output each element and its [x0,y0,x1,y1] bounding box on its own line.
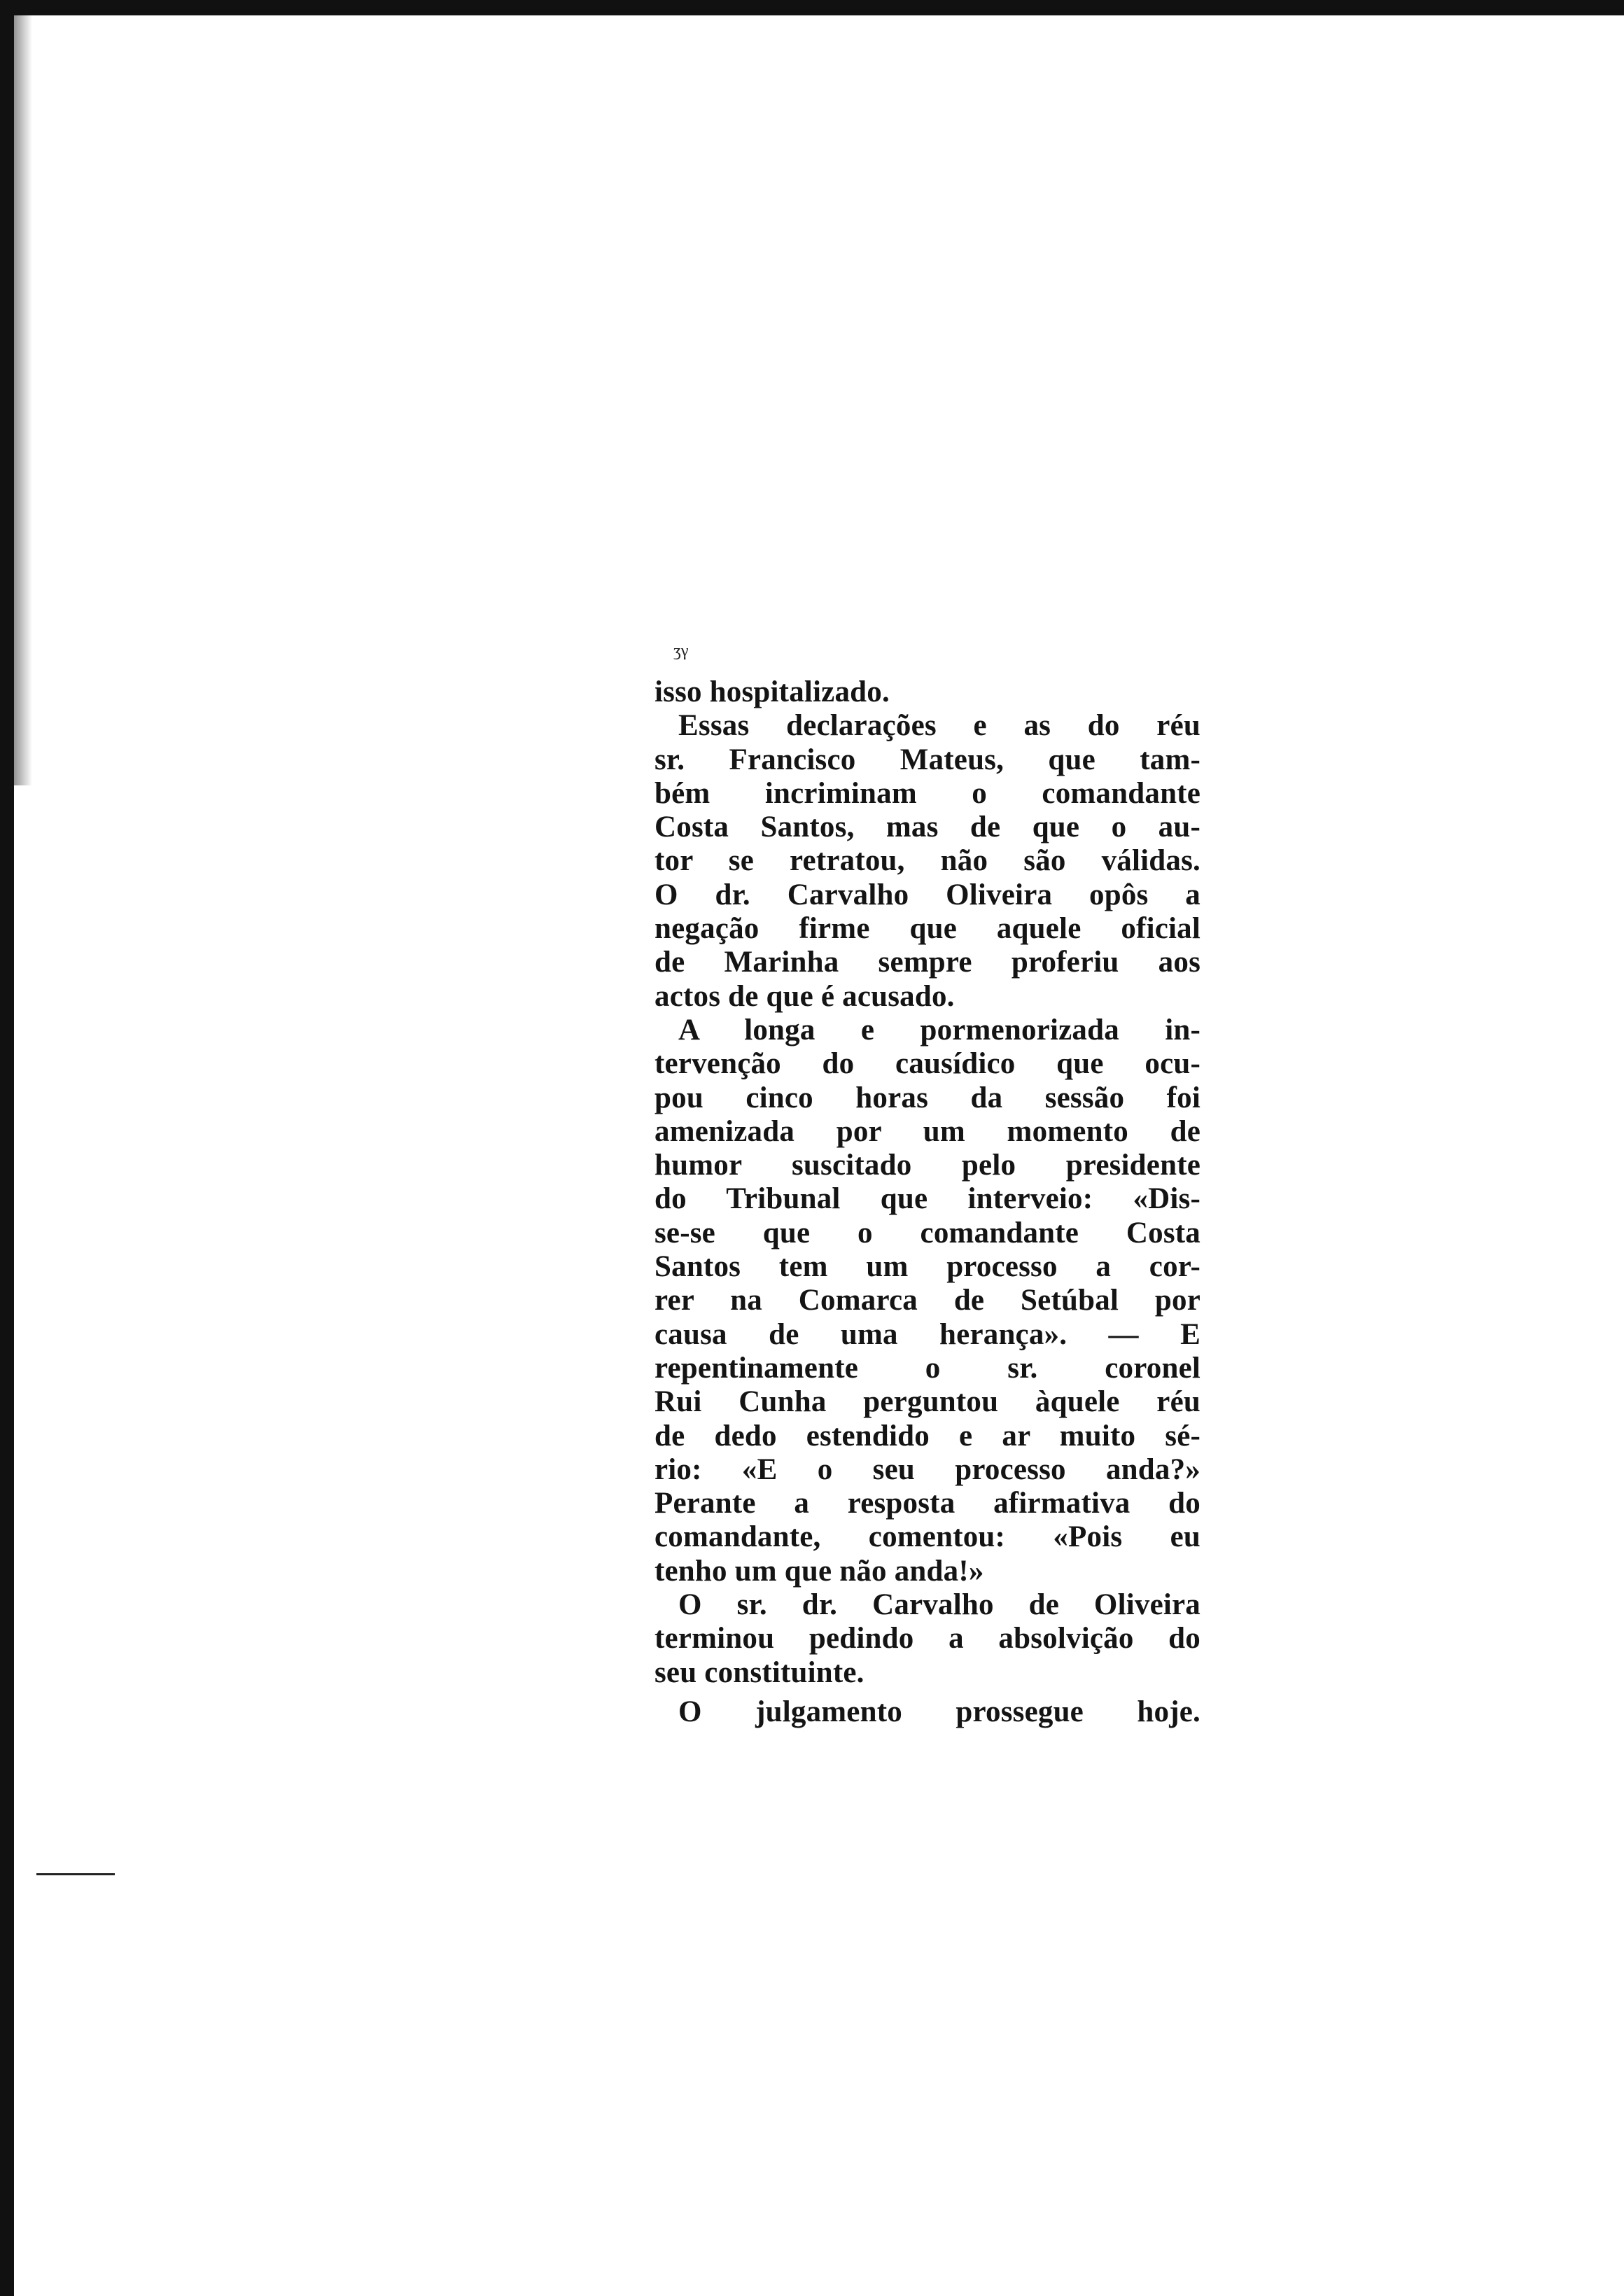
text-line: de Marinha sempre proferiu aos [654,946,1200,979]
text-line: Santos tem um processo a cor- [654,1250,1200,1284]
text-line: causa de uma herança». — E [654,1317,1200,1351]
text-line: sr. Francisco Mateus, que tam- [654,743,1200,776]
text-line: seu constituinte. [654,1656,864,1689]
text-line: O sr. dr. Carvalho de Oliveira [678,1588,1200,1622]
text-line: isso hospitalizado. [654,676,890,708]
scan-margin-dash [36,1873,115,1875]
text-line: comandante, comentou: «Pois eu [654,1520,1200,1554]
text-line: bém incriminam o comandante [654,776,1200,810]
text-line: Rui Cunha perguntou àquele réu [654,1385,1200,1419]
text-line: pou cinco horas da sessão foi [654,1081,1200,1114]
text-line: O julgamento prossegue hoje. [678,1695,1200,1728]
corner-mark: ᶾᵞ [673,638,689,670]
newspaper-clipping [654,676,1200,1729]
text-line: Costa Santos, mas de que o au- [654,811,1200,844]
text-line: do Tribunal que interveio: «Dis- [654,1182,1200,1216]
text-line: amenizada por um momento de [654,1114,1200,1148]
text-line: repentinamente o sr. coronel [654,1351,1200,1385]
text-line: O dr. Carvalho Oliveira opôs a [654,878,1200,911]
text-line: tor se retratou, não são válidas. [654,844,1200,878]
text-line: terminou pedindo a absolvição do [654,1622,1200,1656]
text-line: Essas declarações e as do réu [678,709,1200,743]
text-line: humor suscitado pelo presidente [654,1149,1200,1182]
scan-left-border [0,0,14,2296]
scan-top-border [0,0,1624,15]
text-line: rer na Comarca de Setúbal por [654,1284,1200,1317]
text-line: A longa e pormenorizada in- [678,1013,1200,1046]
text-line: actos de que é acusado. [654,979,955,1013]
text-line: se-se que o comandante Costa [654,1216,1200,1250]
text-line: de dedo estendido e ar muito sé- [654,1419,1200,1452]
text-line: Perante a resposta afirmativa do [654,1487,1200,1520]
text-line: tervenção do causídico que ocu- [654,1047,1200,1081]
text-line: rio: «E o seu processo anda?» [654,1452,1200,1486]
scan-edge-shadow [14,15,32,785]
text-line: tenho um que não anda!» [654,1554,984,1588]
text-line: negação firme que aquele oficial [654,912,1200,946]
